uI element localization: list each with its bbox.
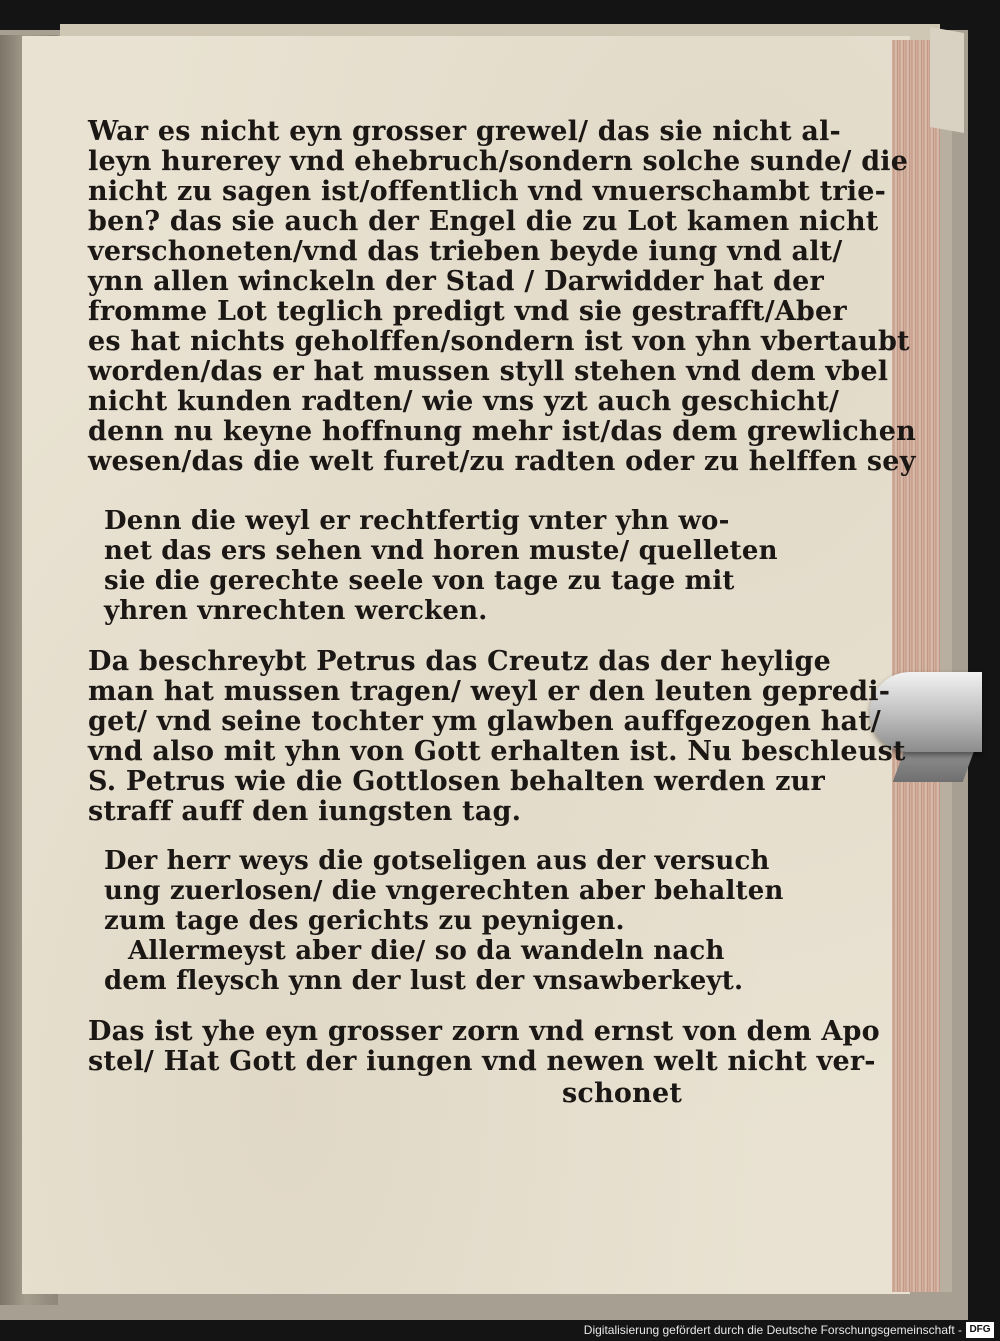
- body-line: Das ist yhe eyn grosser zorn vnd ernst von dem Apo: [88, 1016, 880, 1047]
- body-line: leyn hurerey vnd ehebruch/sondern solche sunde/ die: [88, 146, 909, 177]
- body-line: Da beschreybt Petrus das Creutz das der heylige: [88, 646, 831, 677]
- body-line: vnd also mit yhn von Gott erhalten ist. Nu beschleust: [88, 736, 906, 767]
- catchword: schonet: [562, 1078, 682, 1109]
- body-line: fromme Lot teglich predigt vnd sie gestrafft/Aber: [88, 296, 847, 327]
- body-line: verschoneten/vnd das trieben beyde iung vnd alt/: [88, 236, 843, 267]
- body-line: ynn allen winckeln der Stad / Darwidder hat der: [88, 266, 824, 297]
- quote-line: Der herr weys die gotseligen aus der versuch: [104, 846, 770, 876]
- quote-line: dem fleysch ynn der lust der vnsawberkeyt.: [104, 966, 744, 996]
- quote-line: sie die gerechte seele von tage zu tage mit: [104, 566, 735, 596]
- quote-line: yhren vnrechten wercken.: [104, 596, 488, 626]
- dfg-logo: DFG: [966, 1322, 994, 1338]
- footer-credit: Digitalisierung gefördert durch die Deutsche Forschungsgemeinschaft -: [583, 1323, 962, 1337]
- quote-line: net das ers sehen vnd horen muste/ quelleten: [104, 536, 778, 566]
- quote-line: zum tage des gerichts zu peynigen.: [104, 906, 625, 936]
- body-line: stel/ Hat Gott der iungen vnd newen welt nicht ver-: [88, 1046, 876, 1077]
- quote-line: ung zuerlosen/ die vngerechten aber behalten: [104, 876, 784, 906]
- body-line: nicht zu sagen ist/offentlich vnd vnuerschambt trie-: [88, 176, 887, 207]
- body-line: ben? das sie auch der Engel die zu Lot kamen nicht: [88, 206, 879, 237]
- body-line: denn nu keyne hoffnung mehr ist/das dem grewlichen: [88, 416, 916, 447]
- body-line: S. Petrus wie die Gottlosen behalten werden zur: [88, 766, 825, 797]
- body-line: War es nicht eyn grosser grewel/ das sie nicht al-: [88, 116, 841, 147]
- body-line: wesen/das die welt furet/zu radten oder zu helffen sey: [88, 446, 916, 477]
- body-line: worden/das er hat mussen styll stehen vnd dem vbel: [88, 356, 889, 387]
- body-line: man hat mussen tragen/ weyl er den leuten gepredi-: [88, 676, 891, 707]
- body-line: es hat nichts geholffen/sondern ist von yhn vbertaubt: [88, 326, 910, 357]
- body-line: get/ vnd seine tochter ym glawben auffgezogen hat/: [88, 706, 881, 737]
- body-line: nicht kunden radten/ wie vns yzt auch geschicht/: [88, 386, 840, 417]
- footer-bar: [0, 1320, 1000, 1341]
- quote-line: Denn die weyl er rechtfertig vnter yhn wo-: [104, 506, 730, 536]
- quote-line: Allermeyst aber die/ so da wandeln nach: [128, 936, 725, 966]
- body-line: straff auff den iungsten tag.: [88, 796, 522, 827]
